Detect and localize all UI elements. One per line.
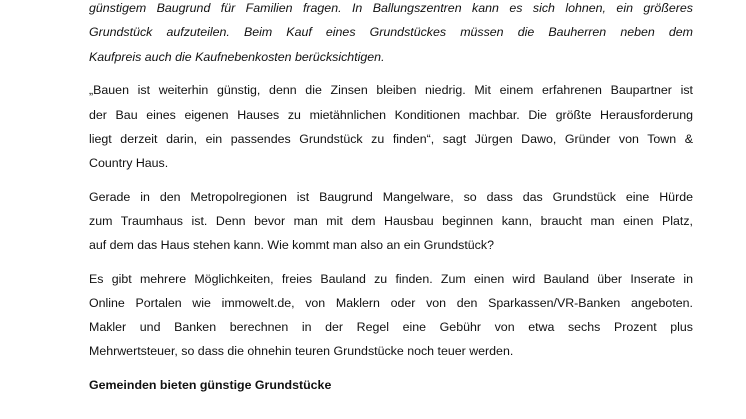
paragraph-line: Gerade in den Metropolregionen ist Baugrund Mangelware, so dass das Grundstück eine Hürde [89,190,693,204]
paragraph-line: zum Traumhaus ist. Denn bevor man mit dem Hausbau beginnen kann, braucht man einen Platz, [89,214,693,228]
paragraph-line: Kaufpreis auch die Kaufnebenkosten berücksichtigen. [89,50,385,64]
paragraph-line: „Bauen ist weiterhin günstig, denn die Zinsen bleiben niedrig. Mit einem erfahrenen Baupartner ist [89,83,693,97]
paragraph-line: Es gibt mehrere Möglichkeiten, freies Bauland zu finden. Zum einen wird Bauland über Inserate in [89,272,693,286]
section-heading: Gemeinden bieten günstige Grundstücke [89,378,332,392]
paragraph-line: der Bau eines eigenen Hauses zu mietähnlichen Konditionen machbar. Die größte Herausforderung [89,108,693,122]
paragraph-line: Makler und Banken berechnen in der Regel eine Gebühr von etwa sechs Prozent plus [89,320,693,334]
paragraph-line: Grundstück aufzuteilen. Beim Kauf eines Grundstückes müssen die Bauherren neben dem [89,25,693,39]
paragraph-line: liegt derzeit darin, ein passendes Grundstück zu finden“, sagt Jürgen Dawo, Gründer von Town & [89,132,693,146]
paragraph-line: günstigem Baugrund für Familien fragen. In Ballungszentren kann es sich lohnen, ein größeres [89,1,693,15]
paragraph-line: auf dem das Haus stehen kann. Wie kommt man also an ein Grundstück? [89,238,494,252]
paragraph-line: Mehrwertsteuer, so dass die ohnehin teuren Grundstücke noch teuer werden. [89,344,514,358]
paragraph-line: Online Portalen wie immowelt.de, von Maklern oder von den Sparkassen/VR-Banken angeboten. [89,296,693,310]
paragraph-line: Country Haus. [89,156,169,170]
